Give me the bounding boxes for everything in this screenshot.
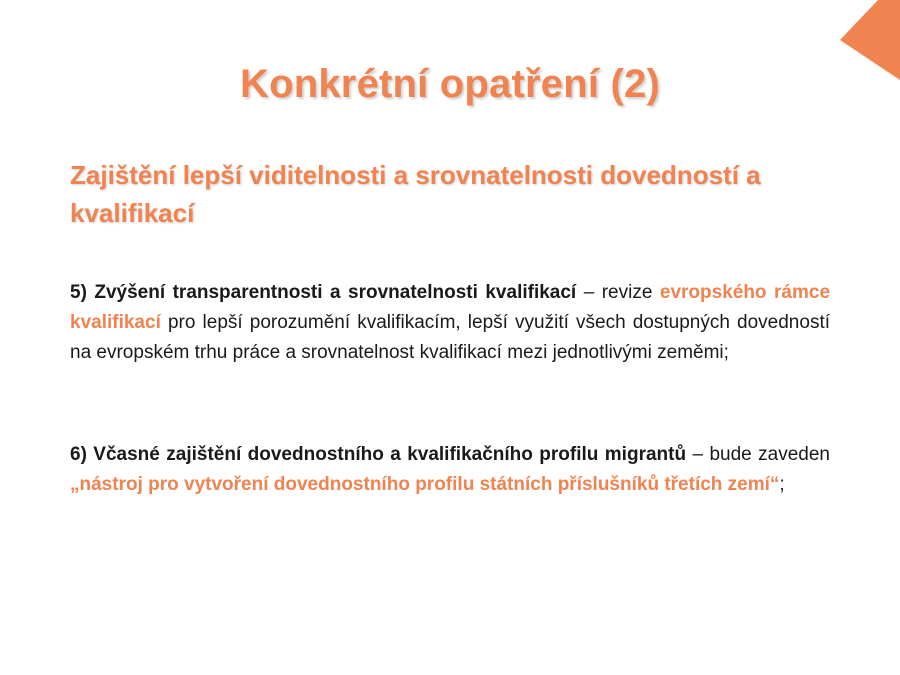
item-6-paragraph	[70, 440, 830, 500]
item-6-highlight: „nástroj pro vytvoření dovednostního profilu státních příslušníků třetích zemí“	[70, 474, 780, 495]
item-5-paragraph	[70, 278, 830, 368]
item-6-text-a: – bude zaveden	[686, 444, 830, 465]
item-6-text-b: ;	[779, 474, 785, 495]
item-5-highlight: evropského rámce kvalifikací	[70, 282, 831, 333]
item-5-text-a: – revize	[576, 282, 660, 303]
slide-title: Konkrétní opatření (2)	[240, 62, 660, 106]
item-5-text-b: pro lepší porozumění kvalifikacím, lepší využití všech dostupných dovedností na evropském trhu práce a srovnatelnost kvalifikací mezi jednotlivými zeměmi;	[70, 312, 830, 363]
slide-subtitle: Zajištění lepší viditelnosti a srovnatelnosti dovedností a kvalifikací	[70, 160, 761, 228]
item-6-heading: 6) Včasné zajištění dovednostního a kvalifikačního profilu migrantů	[70, 444, 687, 465]
item-5-heading: 5) Zvýšení transparentnosti a srovnatelnosti kvalifikací	[70, 282, 577, 303]
